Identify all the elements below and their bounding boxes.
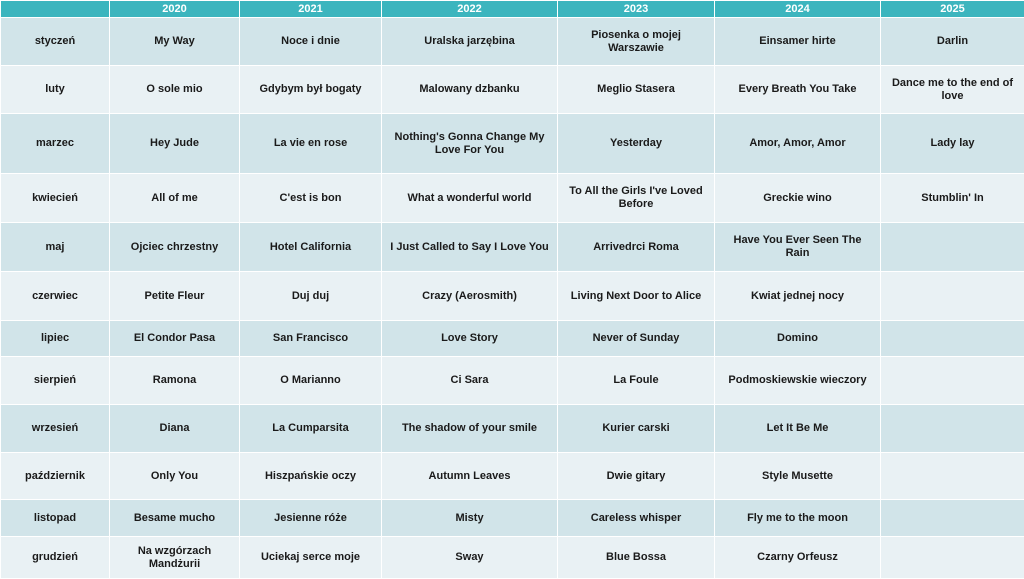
song-cell: Czarny Orfeusz (715, 537, 881, 579)
song-cell: Sway (382, 537, 558, 579)
song-cell: Hey Jude (110, 114, 240, 174)
song-cell: Arrivedrci Roma (558, 223, 715, 272)
song-cell: Fly me to the moon (715, 500, 881, 537)
year-header: 2024 (715, 1, 881, 18)
table-row (1, 357, 1024, 405)
song-cell: Blue Bossa (558, 537, 715, 579)
song-cell: Have You Ever Seen The Rain (715, 223, 881, 272)
song-cell: Petite Fleur (110, 272, 240, 321)
month-cell: kwiecień (1, 174, 110, 223)
song-cell: Podmoskiewskie wieczory (715, 357, 881, 405)
song-cell: Let It Be Me (715, 405, 881, 453)
song-cell: La vie en rose (240, 114, 382, 174)
song-cell: O Marianno (240, 357, 382, 405)
song-cell: San Francisco (240, 321, 382, 357)
song-cell: Noce i dnie (240, 18, 382, 66)
song-cell: C'est is bon (240, 174, 382, 223)
song-cell: Every Breath You Take (715, 66, 881, 114)
song-cell: Ojciec chrzestny (110, 223, 240, 272)
song-cell: Style Musette (715, 453, 881, 500)
song-cell: Careless whisper (558, 500, 715, 537)
table-row (1, 223, 1024, 272)
song-cell: Dance me to the end of love (881, 66, 1024, 114)
month-cell: luty (1, 66, 110, 114)
song-cell: Ci Sara (382, 357, 558, 405)
song-cell: Kwiat jednej nocy (715, 272, 881, 321)
table-row (1, 18, 1024, 66)
year-header: 2022 (382, 1, 558, 18)
song-cell: Only You (110, 453, 240, 500)
year-header: 2020 (110, 1, 240, 18)
song-cell: Yesterday (558, 114, 715, 174)
song-cell: Dwie gitary (558, 453, 715, 500)
song-cell: O sole mio (110, 66, 240, 114)
year-header: 2023 (558, 1, 715, 18)
song-cell: Diana (110, 405, 240, 453)
table-row (1, 174, 1024, 223)
song-cell: My Way (110, 18, 240, 66)
song-cell (881, 321, 1024, 357)
song-cell: Gdybym był bogaty (240, 66, 382, 114)
song-cell: Uciekaj serce moje (240, 537, 382, 579)
song-cell: Living Next Door to Alice (558, 272, 715, 321)
song-cell: Love Story (382, 321, 558, 357)
year-header: 2021 (240, 1, 382, 18)
month-cell: styczeń (1, 18, 110, 66)
song-cell: Ramona (110, 357, 240, 405)
song-cell (881, 500, 1024, 537)
song-cell: Lady lay (881, 114, 1024, 174)
song-cell: Amor, Amor, Amor (715, 114, 881, 174)
table-body (1, 18, 1024, 579)
song-cell: Na wzgórzach Mandżurii (110, 537, 240, 579)
song-cell (881, 453, 1024, 500)
song-cell: Meglio Stasera (558, 66, 715, 114)
month-cell: czerwiec (1, 272, 110, 321)
table-row (1, 321, 1024, 357)
corner-header (1, 1, 110, 18)
song-cell: Hiszpańskie oczy (240, 453, 382, 500)
song-cell: Stumblin' In (881, 174, 1024, 223)
song-cell: Besame mucho (110, 500, 240, 537)
month-cell: sierpień (1, 357, 110, 405)
month-cell: lipiec (1, 321, 110, 357)
song-cell (881, 357, 1024, 405)
song-cell (881, 223, 1024, 272)
table-row (1, 405, 1024, 453)
song-cell: Malowany dzbanku (382, 66, 558, 114)
song-cell: Nothing's Gonna Change My Love For You (382, 114, 558, 174)
song-cell: Kurier carski (558, 405, 715, 453)
month-cell: marzec (1, 114, 110, 174)
song-cell: Hotel California (240, 223, 382, 272)
song-cell: La Cumparsita (240, 405, 382, 453)
song-cell: Duj duj (240, 272, 382, 321)
song-cell: Piosenka o mojej Warszawie (558, 18, 715, 66)
table-row (1, 537, 1024, 579)
month-cell: listopad (1, 500, 110, 537)
song-cell: Crazy (Aerosmith) (382, 272, 558, 321)
song-cell: Darlin (881, 18, 1024, 66)
table-row (1, 66, 1024, 114)
song-cell: Einsamer hirte (715, 18, 881, 66)
song-cell: Greckie wino (715, 174, 881, 223)
month-cell: maj (1, 223, 110, 272)
table-row (1, 272, 1024, 321)
header-row (1, 1, 1024, 18)
month-cell: październik (1, 453, 110, 500)
year-header: 2025 (881, 1, 1024, 18)
table-row (1, 500, 1024, 537)
song-cell (881, 537, 1024, 579)
song-cell: Never of Sunday (558, 321, 715, 357)
song-cell: To All the Girls I've Loved Before (558, 174, 715, 223)
song-cell: Jesienne róże (240, 500, 382, 537)
song-cell: The shadow of your smile (382, 405, 558, 453)
month-cell: grudzień (1, 537, 110, 579)
song-cell: Autumn Leaves (382, 453, 558, 500)
table-row (1, 114, 1024, 174)
song-cell: What a wonderful world (382, 174, 558, 223)
month-cell: wrzesień (1, 405, 110, 453)
song-cell (881, 272, 1024, 321)
table-row (1, 453, 1024, 500)
song-cell: All of me (110, 174, 240, 223)
song-cell: Misty (382, 500, 558, 537)
song-cell (881, 405, 1024, 453)
song-cell: Uralska jarzębina (382, 18, 558, 66)
song-cell: I Just Called to Say I Love You (382, 223, 558, 272)
song-cell: El Condor Pasa (110, 321, 240, 357)
song-cell: Domino (715, 321, 881, 357)
song-cell: La Foule (558, 357, 715, 405)
